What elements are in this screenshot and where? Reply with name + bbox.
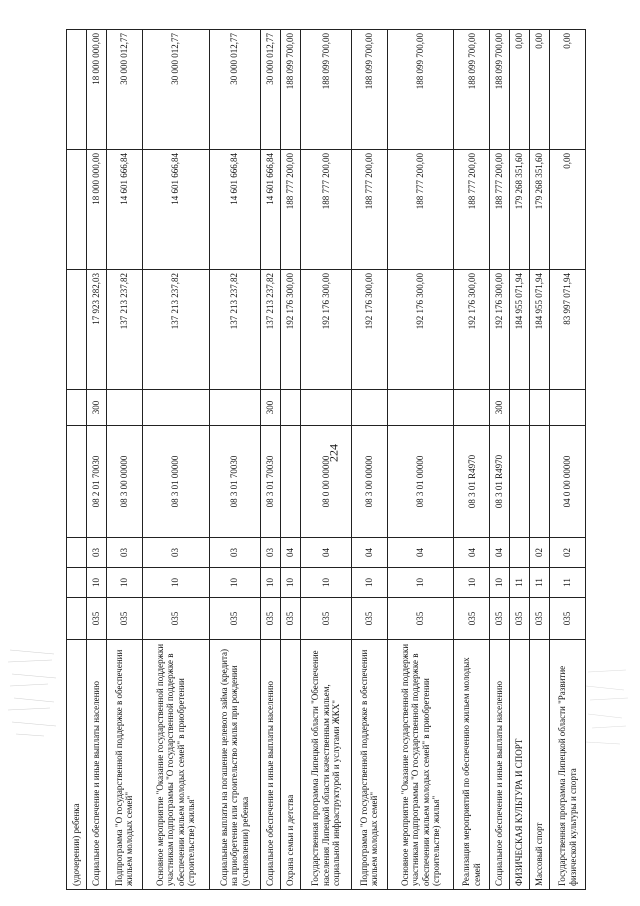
row-name-cell: (удочерении) ребенка bbox=[67, 640, 87, 890]
row-section-cell: 10 bbox=[87, 568, 107, 598]
row-amount-2-cell bbox=[67, 150, 87, 270]
row-section-cell: 10 bbox=[300, 568, 351, 598]
row-code-cell: 035 bbox=[260, 598, 280, 640]
row-name-cell: Социальные выплаты на погашение целевого займа (кредита) на приобретение или строительство жилья при рождении (усыновлении) ребенка bbox=[209, 640, 260, 890]
faint-stamp-mark bbox=[4, 640, 60, 750]
table-row bbox=[209, 30, 260, 890]
row-code-cell: 035 bbox=[352, 598, 388, 640]
row-name-cell: Основное мероприятие "Оказание государственной поддержки участникам подпрограммы "О государственной поддержке в обеспечении жильем молодых семей" в приобретении (строительстве) жилья" bbox=[387, 640, 454, 890]
row-amount-1-cell: 184 955 071,94 bbox=[530, 270, 550, 390]
row-amount-1-cell bbox=[67, 270, 87, 390]
row-article-cell: 08 3 01 00000 bbox=[142, 426, 209, 538]
row-article-cell: 08 3 01 R4970 bbox=[490, 426, 510, 538]
row-amount-3-cell: 0,00 bbox=[510, 30, 530, 150]
row-code-cell: 035 bbox=[387, 598, 454, 640]
row-type-cell: 300 bbox=[87, 390, 107, 426]
row-name-cell: Государственная программа Липецкой области "Обеспечение населения Липецкой области качественным жильем, социальной инфраструктурой и услугами ЖКХ" bbox=[300, 640, 351, 890]
row-name-cell: Социальное обеспечение и иные выплаты населению bbox=[87, 640, 107, 890]
row-type-cell bbox=[510, 390, 530, 426]
row-article-cell bbox=[510, 426, 530, 538]
row-name-cell: Массовый спорт bbox=[530, 640, 550, 890]
row-amount-3-cell: 0,00 bbox=[550, 30, 586, 150]
row-subsection-cell: 04 bbox=[352, 538, 388, 568]
table-row bbox=[87, 30, 107, 890]
row-article-cell: 08 2 01 70030 bbox=[87, 426, 107, 538]
row-article-cell bbox=[67, 426, 87, 538]
row-amount-2-cell: 188 777 200,00 bbox=[300, 150, 351, 270]
row-article-cell bbox=[280, 426, 300, 538]
row-section-cell: 11 bbox=[530, 568, 550, 598]
row-code-cell: 035 bbox=[510, 598, 530, 640]
table-row bbox=[387, 30, 454, 890]
row-amount-1-cell: 137 213 237,82 bbox=[107, 270, 143, 390]
row-section-cell: 10 bbox=[260, 568, 280, 598]
row-amount-2-cell: 18 000 000,00 bbox=[87, 150, 107, 270]
row-name-cell: Государственная программа Липецкой области "Развитие физической культуры и спорта bbox=[550, 640, 586, 890]
table-row bbox=[510, 30, 530, 890]
row-name-cell: Социальное обеспечение и иные выплаты населению bbox=[260, 640, 280, 890]
row-article-cell: 08 3 00 00000 bbox=[352, 426, 388, 538]
row-amount-2-cell: 179 268 351,60 bbox=[530, 150, 550, 270]
row-section-cell: 10 bbox=[387, 568, 454, 598]
row-name-cell: Охрана семьи и детства bbox=[280, 640, 300, 890]
row-amount-3-cell: 188 099 700,00 bbox=[352, 30, 388, 150]
row-section-cell: 10 bbox=[209, 568, 260, 598]
row-code-cell: 035 bbox=[107, 598, 143, 640]
row-type-cell bbox=[352, 390, 388, 426]
row-type-cell bbox=[530, 390, 550, 426]
row-article-cell: 08 3 01 70030 bbox=[260, 426, 280, 538]
row-code-cell: 035 bbox=[300, 598, 351, 640]
row-type-cell bbox=[454, 390, 490, 426]
row-amount-1-cell: 192 176 300,00 bbox=[490, 270, 510, 390]
row-type-cell bbox=[387, 390, 454, 426]
table-row bbox=[490, 30, 510, 890]
row-code-cell: 035 bbox=[142, 598, 209, 640]
row-type-cell bbox=[67, 390, 87, 426]
row-amount-2-cell: 14 601 666,84 bbox=[142, 150, 209, 270]
table-row bbox=[530, 30, 550, 890]
row-amount-3-cell: 188 099 700,00 bbox=[280, 30, 300, 150]
row-name-cell: Подпрограмма "О государственной поддержке в обеспечении жильем молодых семей" bbox=[107, 640, 143, 890]
row-amount-3-cell: 30 000 012,77 bbox=[209, 30, 260, 150]
row-code-cell: 035 bbox=[530, 598, 550, 640]
table-row bbox=[454, 30, 490, 890]
row-amount-2-cell: 188 777 200,00 bbox=[352, 150, 388, 270]
row-section-cell: 11 bbox=[510, 568, 530, 598]
row-subsection-cell: 04 bbox=[387, 538, 454, 568]
row-amount-1-cell: 17 923 282,03 bbox=[87, 270, 107, 390]
row-amount-1-cell: 184 955 071,94 bbox=[510, 270, 530, 390]
row-amount-2-cell: 188 777 200,00 bbox=[387, 150, 454, 270]
row-subsection-cell: 04 bbox=[300, 538, 351, 568]
rotated-table-wrapper bbox=[66, 30, 586, 890]
row-subsection-cell: 02 bbox=[550, 538, 586, 568]
row-amount-2-cell: 14 601 666,84 bbox=[260, 150, 280, 270]
row-amount-3-cell: 30 000 012,77 bbox=[260, 30, 280, 150]
row-type-cell bbox=[300, 390, 351, 426]
row-amount-1-cell: 137 213 237,82 bbox=[209, 270, 260, 390]
row-section-cell bbox=[67, 568, 87, 598]
page-number: 224 bbox=[326, 444, 341, 462]
row-amount-3-cell: 188 099 700,00 bbox=[387, 30, 454, 150]
row-subsection-cell: 03 bbox=[107, 538, 143, 568]
table-row bbox=[142, 30, 209, 890]
row-amount-2-cell: 14 601 666,84 bbox=[107, 150, 143, 270]
row-amount-1-cell: 137 213 237,82 bbox=[142, 270, 209, 390]
table-row bbox=[107, 30, 143, 890]
row-amount-3-cell: 188 099 700,00 bbox=[300, 30, 351, 150]
row-amount-1-cell: 192 176 300,00 bbox=[454, 270, 490, 390]
row-amount-2-cell: 0,00 bbox=[550, 150, 586, 270]
row-section-cell: 10 bbox=[142, 568, 209, 598]
row-name-cell: ФИЗИЧЕСКАЯ КУЛЬТУРА И СПОРТ bbox=[510, 640, 530, 890]
row-subsection-cell: 03 bbox=[142, 538, 209, 568]
row-type-cell bbox=[280, 390, 300, 426]
row-name-cell: Реализация мероприятий по обеспечению жильем молодых семей bbox=[454, 640, 490, 890]
row-amount-2-cell: 179 268 351,60 bbox=[510, 150, 530, 270]
row-section-cell: 10 bbox=[454, 568, 490, 598]
row-code-cell: 035 bbox=[87, 598, 107, 640]
row-amount-1-cell: 192 176 300,00 bbox=[352, 270, 388, 390]
row-amount-1-cell: 137 213 237,82 bbox=[260, 270, 280, 390]
row-section-cell: 10 bbox=[107, 568, 143, 598]
row-subsection-cell: 04 bbox=[280, 538, 300, 568]
table-row bbox=[280, 30, 300, 890]
row-amount-1-cell: 83 997 071,94 bbox=[550, 270, 586, 390]
row-subsection-cell: 04 bbox=[454, 538, 490, 568]
row-subsection-cell bbox=[510, 538, 530, 568]
row-amount-1-cell: 192 176 300,00 bbox=[300, 270, 351, 390]
row-amount-1-cell: 192 176 300,00 bbox=[387, 270, 454, 390]
row-amount-3-cell bbox=[67, 30, 87, 150]
row-amount-2-cell: 188 777 200,00 bbox=[454, 150, 490, 270]
row-subsection-cell: 03 bbox=[260, 538, 280, 568]
row-amount-3-cell: 188 099 700,00 bbox=[454, 30, 490, 150]
row-type-cell: 300 bbox=[260, 390, 280, 426]
row-amount-3-cell: 188 099 700,00 bbox=[490, 30, 510, 150]
row-code-cell: 035 bbox=[550, 598, 586, 640]
table-row bbox=[300, 30, 351, 890]
row-type-cell bbox=[107, 390, 143, 426]
row-amount-3-cell: 30 000 012,77 bbox=[142, 30, 209, 150]
row-name-cell: Основное мероприятие "Оказание государственной поддержки участникам подпрограммы "О государственной поддержке в обеспечении жильем молодых семей" в приобретении (строительстве) жилья" bbox=[142, 640, 209, 890]
table-row bbox=[550, 30, 586, 890]
faint-stamp-mark-right bbox=[582, 660, 632, 760]
row-code-cell bbox=[67, 598, 87, 640]
row-amount-2-cell: 188 777 200,00 bbox=[280, 150, 300, 270]
row-article-cell bbox=[530, 426, 550, 538]
row-section-cell: 11 bbox=[550, 568, 586, 598]
row-section-cell: 10 bbox=[490, 568, 510, 598]
budget-table-body bbox=[67, 30, 586, 890]
row-type-cell bbox=[142, 390, 209, 426]
row-code-cell: 035 bbox=[209, 598, 260, 640]
row-article-cell: 08 3 01 R4970 bbox=[454, 426, 490, 538]
budget-table bbox=[66, 29, 586, 890]
row-name-cell: Социальное обеспечение и иные выплаты населению bbox=[490, 640, 510, 890]
row-section-cell: 10 bbox=[352, 568, 388, 598]
row-amount-3-cell: 30 000 012,77 bbox=[107, 30, 143, 150]
row-amount-1-cell: 192 176 300,00 bbox=[280, 270, 300, 390]
row-article-cell: 08 3 00 00000 bbox=[107, 426, 143, 538]
row-code-cell: 035 bbox=[280, 598, 300, 640]
budget-table-area bbox=[66, 30, 586, 890]
row-code-cell: 035 bbox=[454, 598, 490, 640]
table-row bbox=[352, 30, 388, 890]
row-subsection-cell bbox=[67, 538, 87, 568]
row-article-cell: 08 0 00 00000 bbox=[300, 426, 351, 538]
row-subsection-cell: 03 bbox=[87, 538, 107, 568]
row-type-cell: 300 bbox=[490, 390, 510, 426]
row-type-cell bbox=[209, 390, 260, 426]
row-article-cell: 08 3 01 00000 bbox=[387, 426, 454, 538]
table-row bbox=[67, 30, 87, 890]
row-code-cell: 035 bbox=[490, 598, 510, 640]
row-amount-2-cell: 14 601 666,84 bbox=[209, 150, 260, 270]
row-name-cell: Подпрограмма "О государственной поддержке в обеспечении жильем молодых семей" bbox=[352, 640, 388, 890]
row-article-cell: 04 0 00 00000 bbox=[550, 426, 586, 538]
row-amount-2-cell: 188 777 200,00 bbox=[490, 150, 510, 270]
row-subsection-cell: 03 bbox=[209, 538, 260, 568]
row-type-cell bbox=[550, 390, 586, 426]
row-article-cell: 08 3 01 70030 bbox=[209, 426, 260, 538]
row-amount-3-cell: 0,00 bbox=[530, 30, 550, 150]
table-row bbox=[260, 30, 280, 890]
row-section-cell: 10 bbox=[280, 568, 300, 598]
row-amount-3-cell: 18 000 000,00 bbox=[87, 30, 107, 150]
row-subsection-cell: 02 bbox=[530, 538, 550, 568]
row-subsection-cell: 04 bbox=[490, 538, 510, 568]
